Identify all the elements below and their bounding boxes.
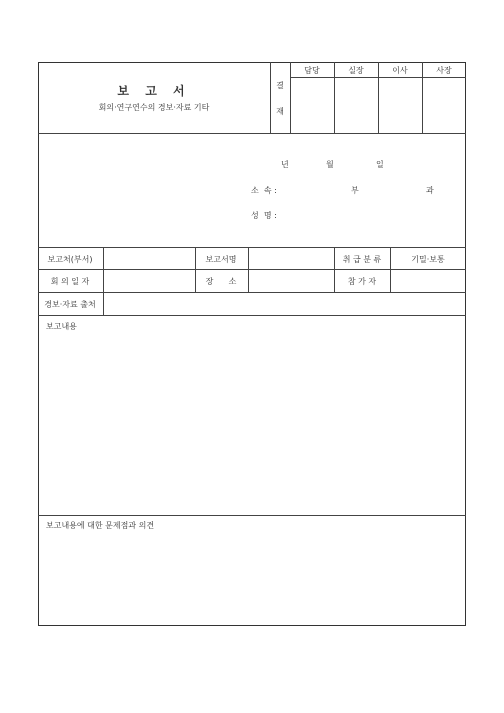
- report-content-area[interactable]: [44, 334, 462, 510]
- approval-sign-director[interactable]: [335, 78, 377, 132]
- approval-col-president: 사장: [436, 66, 452, 75]
- approval-sign-board[interactable]: [379, 78, 421, 132]
- content-bottom-border: [38, 515, 466, 516]
- source-label: 경보·자료 출처: [44, 300, 96, 309]
- table-col-divider-2: [195, 247, 196, 292]
- name-field[interactable]: [288, 208, 438, 220]
- name-label: 성 명 :: [251, 211, 277, 220]
- approval-label-top: 결: [276, 81, 284, 90]
- date-year-label: 년: [281, 160, 289, 169]
- opinion-label: 보고내용에 대한 문제점과 의견: [46, 521, 155, 530]
- place-label: 장 소: [205, 277, 237, 286]
- form-title: 보 고 서: [117, 84, 191, 98]
- approval-col-board: 이사: [392, 66, 408, 75]
- affiliation-label: 소 속 :: [251, 186, 277, 195]
- handling-value: 기밀·보통: [411, 255, 445, 264]
- approval-label-bottom: 재: [276, 107, 284, 116]
- section-unit: 과: [426, 186, 434, 195]
- table-col-divider-1: [103, 247, 104, 315]
- approval-col-director: 실장: [348, 66, 364, 75]
- report-to-label: 보고처(부서): [47, 255, 93, 264]
- date-month-label: 월: [326, 160, 334, 169]
- attendees-label: 참 가 자: [347, 277, 377, 286]
- table-col-divider-4: [334, 247, 335, 292]
- approval-sign-president[interactable]: [423, 78, 465, 132]
- table-col-divider-5: [390, 247, 391, 292]
- department-field[interactable]: [288, 183, 348, 195]
- department-unit: 부: [351, 186, 359, 195]
- form-subtitle: 회의·연구연수의 경보·자료 기타: [98, 103, 210, 112]
- report-content-label: 보고내용: [46, 322, 77, 331]
- report-name-label: 보고서명: [205, 255, 237, 264]
- table-bottom-border: [38, 315, 466, 316]
- section-field[interactable]: [362, 183, 422, 195]
- approval-col-manager: 담당: [304, 66, 320, 75]
- meeting-date-label: 회 의 일 자: [50, 277, 90, 286]
- opinion-area[interactable]: [44, 534, 462, 622]
- approval-sign-manager[interactable]: [291, 78, 333, 132]
- handling-label: 취 급 분 류: [342, 255, 382, 264]
- table-col-divider-3: [248, 247, 249, 292]
- approval-left-border: [270, 62, 271, 133]
- date-day-label: 일: [376, 160, 384, 169]
- header-bottom-border: [38, 133, 466, 134]
